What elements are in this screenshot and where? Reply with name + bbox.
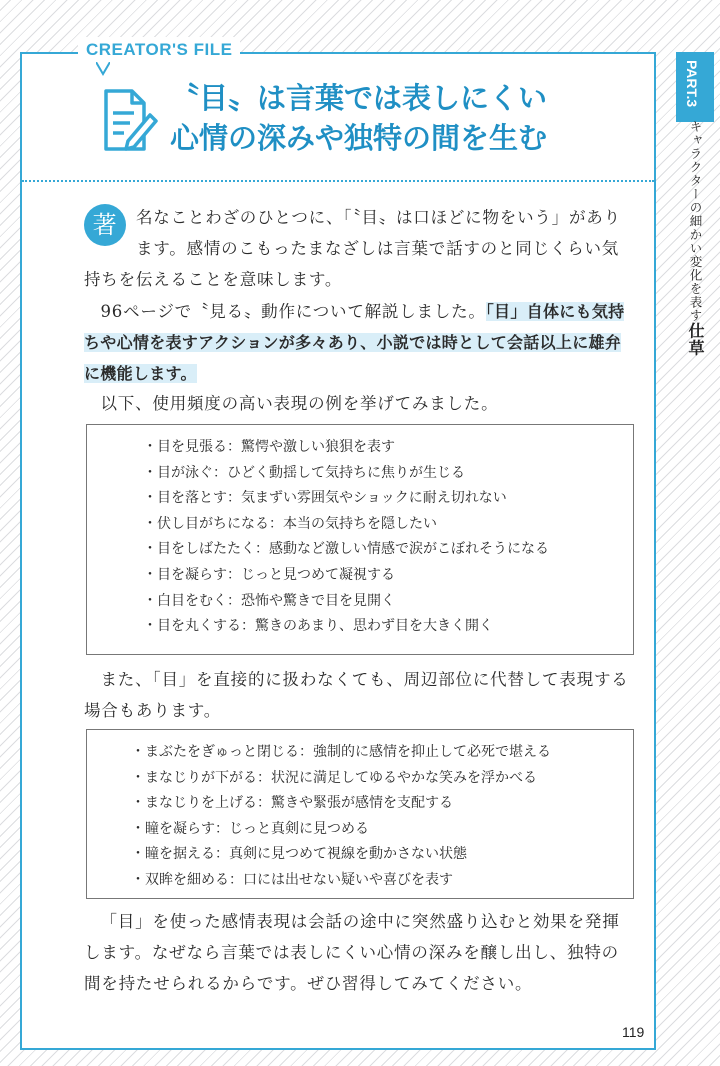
list-item: ・ 瞳を据える：真剣に見つめて視線を動かさない状態 (131, 842, 633, 868)
chapter-caption-bold: 仕草 (686, 322, 705, 357)
list-item: ・ 目を凝らす：じっと見つめて凝視する (143, 563, 633, 589)
paragraph-2 (84, 296, 636, 389)
drop-cap-badge: 著 (84, 204, 126, 246)
chapter-caption-text: キャラクターの細かい変化を表す (688, 120, 703, 323)
list-item: ・ 目をしばたたく：感動など激しい情感で涙がこぼれそうになる (143, 537, 633, 563)
header-divider (22, 180, 654, 182)
paragraph-4: また、「目」を直接的に扱わなくても、周辺部位に代替して表現する場合もあります。 (84, 670, 629, 720)
list-item: ・ 伏し目がちになる：本当の気持ちを隠したい (143, 512, 633, 538)
eye-expressions-box (86, 424, 634, 655)
document-pen-icon (98, 87, 158, 153)
title-line-1: 〝目〟は言葉では表しにくい (170, 81, 548, 115)
page-number: 119 (622, 1024, 645, 1040)
list-item: ・ 瞳を凝らす：じっと真剣に見つめる (131, 817, 633, 843)
list-item: ・ 白目をむく：恐怖や驚きで目を見開く (143, 589, 633, 615)
list-item: ・ まぶたをぎゅっと閉じる：強制的に感情を抑止して必死で堪える (131, 740, 633, 766)
paragraph-1: 名なことわざのひとつに、「〝目〟は口ほどに物をいう」があります。感情のこもったまなざしは言葉で話すのと同じくらい気持ちを伝えることを意味します。 (84, 208, 621, 289)
list-item: ・ まなじりを上げる：驚きや緊張が感情を支配する (131, 791, 633, 817)
paragraph-5: 「目」を使った感情表現は会話の途中に突然盛り込むと効果を発揮します。なぜなら言葉では表しにくい心情の深みを醸し出し、独特の間を持たせられるからです。ぜひ習得してみてください。 (84, 912, 620, 993)
list-item: ・ 双眸を細める：口には出せない疑いや喜びを表す (131, 868, 633, 894)
creators-file-label: CREATOR'S FILE (78, 37, 240, 63)
surrounding-parts-box (86, 729, 634, 899)
list-item: ・ 目を見張る：驚愕や激しい狼狽を表す (143, 435, 633, 461)
list-item: ・ 目が泳ぐ：ひどく動揺して気持ちに焦りが生じる (143, 461, 633, 487)
list-item: ・ 目を落とす：気まずい雰囲気やショックに耐え切れない (143, 486, 633, 512)
title-line-2: 心情の深みや独特の間を生む (170, 121, 548, 155)
page-title (170, 78, 650, 158)
paragraph-3: 以下、使用頻度の高い表現の例を挙げてみました。 (100, 394, 499, 413)
part-label: PART.3 (684, 60, 700, 108)
part-tab (676, 52, 714, 122)
speech-tail-icon (96, 62, 110, 76)
paragraph-2-text: 96ページで〝見る〟動作について解説しました。 (100, 302, 486, 321)
list-item: ・ まなじりが下がる：状況に満足してゆるやかな笑みを浮かべる (131, 766, 633, 792)
intro-paragraph (84, 202, 636, 295)
chapter-caption (684, 120, 706, 357)
list-item: ・ 目を丸くする：驚きのあまり、思わず目を大きく開く (143, 614, 633, 640)
highlighted-text: 「目」自体にも気持ちや心情を表すアクションが多々あり、小説では時として会話以上に雄弁に機能します。 (84, 302, 625, 383)
